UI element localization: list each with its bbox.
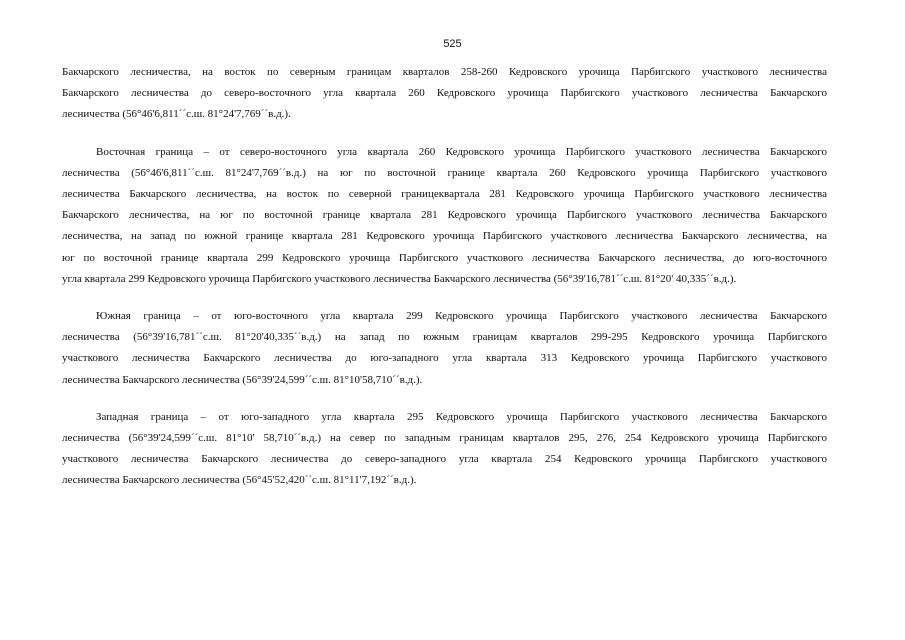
text-line: лесничества Бакчарского лесничества (56°45'52,420´´с.ш. 81°11'7,192´´в.д.).: [62, 474, 417, 487]
text-line: лесничества (56°46'6,811´´с.ш. 81°24'7,769´´в.д.) на юг по восточной границе квартала 260 Кедровского урочища Парбигского участкового: [62, 166, 827, 179]
document-body: [62, 62, 827, 492]
text-line-first: Восточная граница – от северо-восточного угла квартала 260 Кедровского урочища Парбигского участкового лесничества Бакчарского: [96, 145, 827, 158]
text-line: Бакчарского лесничества, на восток по северным границам кварталов 258-260 Кедровского урочища Парбигского участкового лесничества: [62, 66, 827, 78]
text-line: Бакчарского лесничества до северо-восточного угла квартала 260 Кедровского урочища Парбигского участкового лесничества Бакчарского: [62, 87, 827, 100]
text-line: лесничества (56°39'16,781´´с.ш. 81°20'40,335´´в.д.) на запад по южным границам кварталов 299-295 Кедровского урочища Парбигского: [62, 331, 827, 344]
page-number: 525: [443, 38, 462, 50]
paragraph-west-boundary: [62, 407, 827, 492]
text-line: участкового лесничества Бакчарского лесничества до юго-западного угла квартала 313 Кедровского урочища Парбигского участкового: [62, 352, 827, 365]
paragraph-east-boundary: [62, 142, 827, 290]
paragraph-south-boundary: [62, 306, 827, 391]
text-line: угла квартала 299 Кедровского урочища Парбигского участкового лесничества Бакчарского лесничества (56°39'16,781´´с.ш. 81°20' 40,335´´в.д.).: [62, 272, 737, 285]
text-line: лесничества, на запад по южной границе квартала 281 Кедровского урочища Парбигского участкового лесничества Бакчарского лесничества, на: [62, 230, 827, 243]
text-line: лесничества (56°39'24,599´´с.ш. 81°10' 58,710´´в.д.) на север по западным границам кварталов 295, 276, 254 Кедровского урочища Парбигского: [62, 432, 827, 445]
text-line: лесничества (56°46'6,811´´с.ш. 81°24'7,769´´в.д.).: [62, 108, 291, 121]
text-line: Южная граница – от юго-восточного угла квартала 299 Кедровского урочища Парбигского участкового лесничества Бакчарского: [96, 310, 827, 323]
text-line: [62, 142, 827, 163]
paragraph-1: [62, 62, 827, 126]
text-line: юг по восточной границе квартала 299 Кедровского урочища Парбигского участкового лесничества Бакчарского лесничества, до юго-восточного: [62, 251, 827, 264]
text-line: Бакчарского лесничества, на юг по восточной границе квартала 281 Кедровского урочища Парбигского участкового лесничества Бакчарского: [62, 209, 827, 222]
text-line: Западная граница – от юго-западного угла квартала 295 Кедровского урочища Парбигского участкового лесничества Бакчарского: [96, 410, 827, 423]
text-line: лесничества Бакчарского лесничества, на восток по северной границеквартала 281 Кедровского урочища Парбигского участкового лесничества: [62, 188, 827, 201]
text-line: лесничества Бакчарского лесничества (56°39'24,599´´с.ш. 81°10'58,710´´в.д.).: [62, 373, 423, 386]
text-line: участкового лесничества Бакчарского лесничества до северо-западного угла квартала 254 Кедровского урочища Парбигского участкового: [62, 453, 827, 466]
